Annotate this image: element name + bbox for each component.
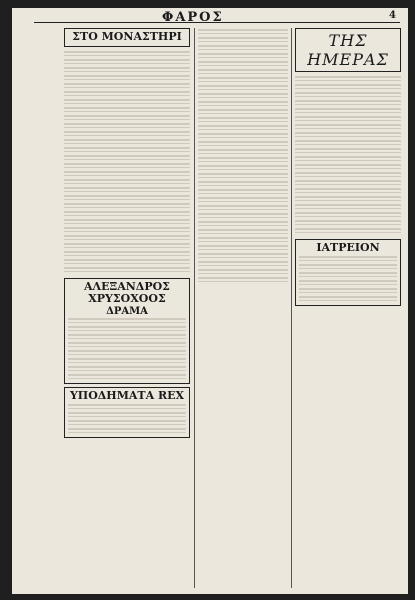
column-rule [194,28,195,588]
headline: ΤΗΣ ΗΜΕΡΑΣ [307,31,389,69]
body-text-placeholder [295,75,401,233]
page-number: 4 [389,10,396,21]
column-3 [295,28,401,309]
column-rule [291,28,292,588]
ad-name: ΑΛΕΞΑΝΔΡΟΣ ΧΡΥΣΟΧΟΟΣ [84,279,170,306]
iatreion-heading: ΙΑΤΡΕΙΟΝ [316,241,380,254]
headline: ΣΤΟ ΜΟΝΑΣΤΗΡΙ [72,30,182,43]
column-1 [64,28,190,441]
body-text-placeholder [64,50,190,272]
headline-box [295,28,401,72]
newspaper-page [12,8,408,594]
iatreion-box [295,239,401,306]
masthead: ΦΑΡΟΣ [162,10,224,25]
rex-headline: ΥΠΟΔΗΜΑΤΑ REX [69,388,185,402]
ad-city: ΔΡΑΜΑ [106,305,148,317]
rex-advertisement [64,387,190,438]
masthead-rule [34,22,400,23]
column-2 [198,28,288,284]
headline-box [64,28,190,47]
body-text-placeholder [198,28,288,282]
advertisement [64,278,190,384]
